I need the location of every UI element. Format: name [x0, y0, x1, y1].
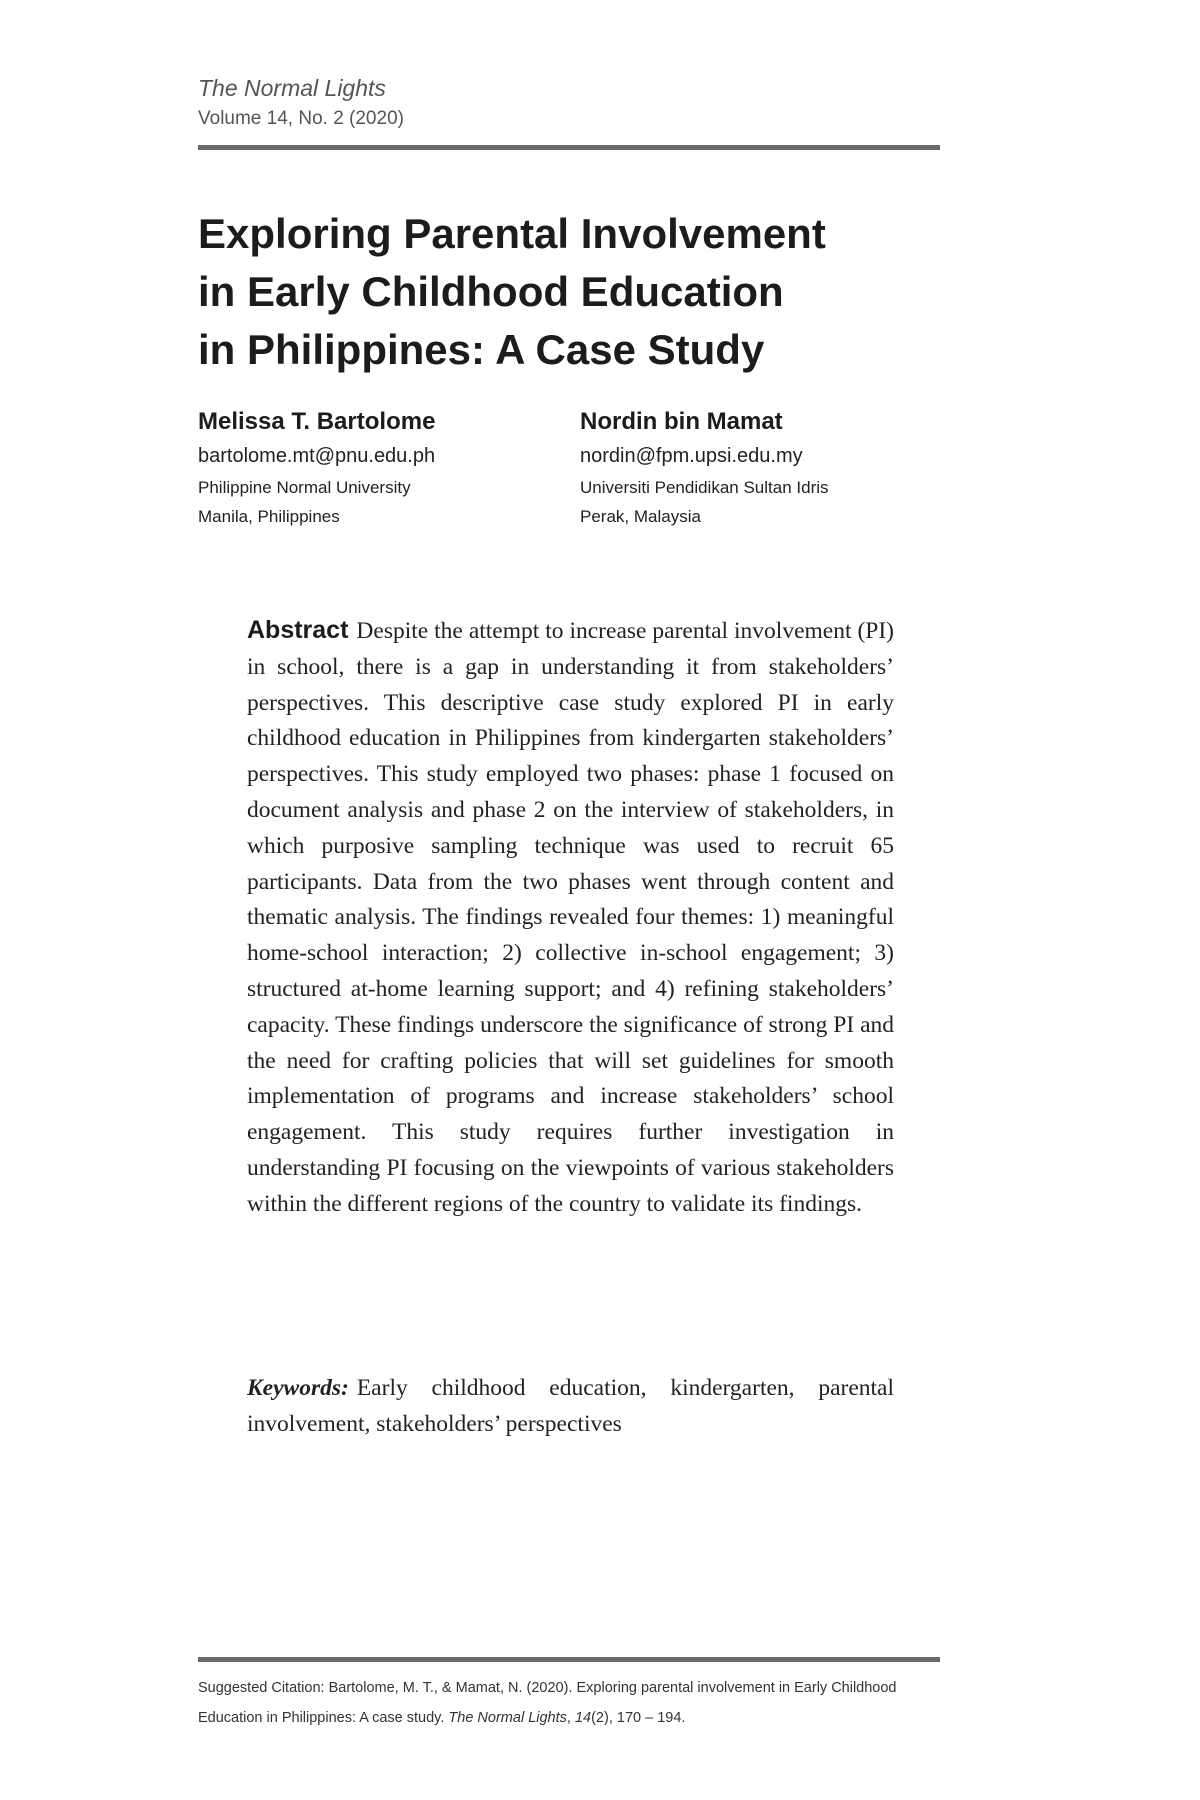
citation-volume: 14: [574, 1710, 592, 1726]
author-location: Perak, Malaysia: [580, 507, 701, 526]
paper-title: [198, 205, 940, 379]
citation-text: Suggested Citation: Bartolome, M. T., & Mamat, N. (2020). Exploring parental involvement in Early Childhood Education in Philippines: A case study.: [198, 1680, 897, 1726]
author-email: nordin@fpm.upsi.edu.my: [580, 445, 803, 467]
footer-divider: [198, 1657, 940, 1662]
author-institution: Philippine Normal University: [198, 478, 411, 497]
title-line: in Philippines: A Case Study: [198, 326, 765, 373]
author-1: [198, 405, 558, 531]
abstract-label: Abstract: [247, 616, 349, 644]
journal-volume: Volume 14, No. 2 (2020): [198, 108, 404, 129]
journal-header: [198, 72, 940, 134]
keywords-label: Keywords:: [247, 1375, 349, 1401]
abstract-text: Despite the attempt to increase parental involvement (PI) in school, there is a gap in understanding it from stakeholders’ perspectives. This descriptive case study explored PI in early childhood education in Philippines from kindergarten stakeholders’ perspectives. This study employed two phases: phase 1 focused on document analysis and phase 2 on the interview of stakeholders, in which purposive sampling technique was used to recruit 65 participants. Data from the two phases went through content and thematic analysis. The findings revealed four themes: 1) meaningful home-school interaction; 2) collective in-school engagement; 3) structured at-home learning support; and 4) refining stakeholders’ capacity. These findings underscore the significance of strong PI and the need for crafting policies that will set guidelines for smooth implementation of programs and increase stakeholders’ school engagement. This study requires further investigation in understanding PI focusing on the viewpoints of various stakeholders within the different regions of the country to validate its findings.: [247, 618, 894, 1217]
citation-journal: The Normal Lights: [448, 1710, 567, 1726]
abstract: [247, 613, 894, 1223]
author-location: Manila, Philippines: [198, 507, 340, 526]
author-institution: Universiti Pendidikan Sultan Idris: [580, 478, 829, 497]
keywords-text: Early childhood education, kindergarten, parental involvement, stakeholders’ perspectives: [247, 1375, 894, 1437]
author-email: bartolome.mt@pnu.edu.ph: [198, 445, 436, 467]
title-line: in Early Childhood Education: [198, 268, 784, 315]
author-name: Nordin bin Mamat: [580, 408, 783, 435]
author-name: Melissa T. Bartolome: [198, 408, 436, 435]
author-2: [580, 405, 940, 531]
title-line: Exploring Parental Involvement: [198, 210, 826, 257]
journal-name: The Normal Lights: [198, 75, 386, 101]
keywords: [247, 1370, 894, 1442]
suggested-citation: Suggested Citation: Bartolome, M. T., & Mamat, N. (2020). Exploring parental involvement in Early Childhood Education in Philippines: A case study. The Normal Lights, 14(2), 170 – 194.: [198, 1680, 897, 1726]
citation-pages: , 170 – 194.: [608, 1710, 686, 1726]
citation-issue: (2): [591, 1710, 609, 1726]
header-divider: [198, 145, 940, 150]
